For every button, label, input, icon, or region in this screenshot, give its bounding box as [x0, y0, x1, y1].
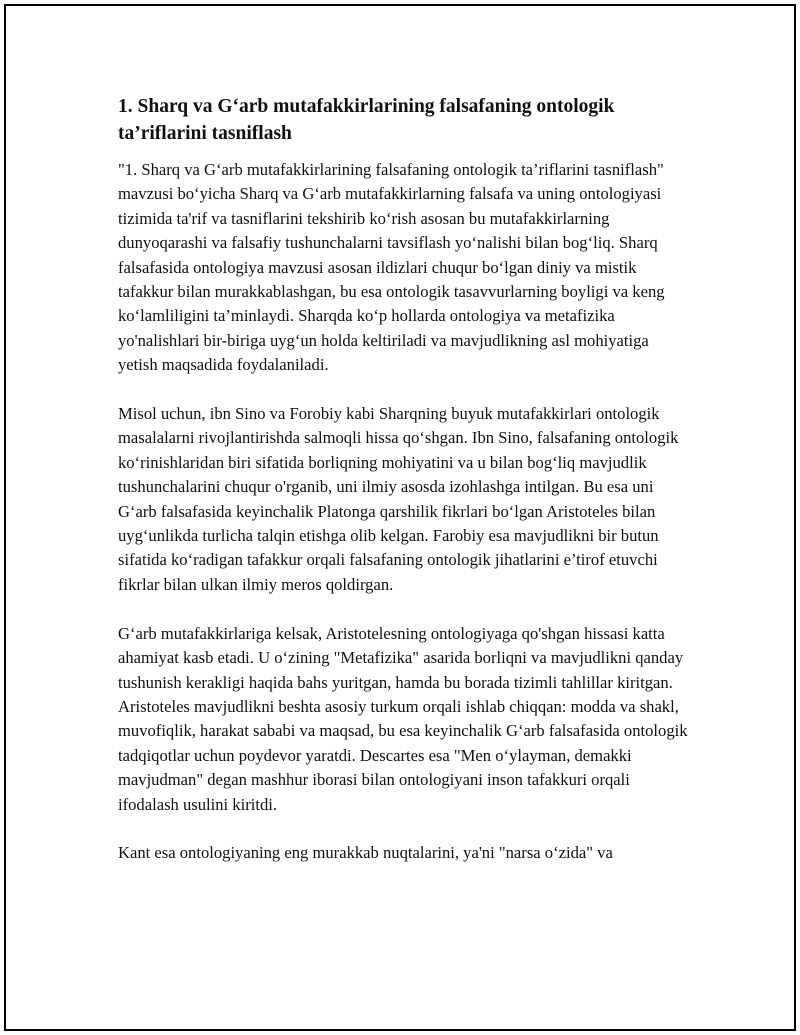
section-heading: 1. Sharq va G‘arb mutafakkirlarining falsafaning ontologik ta’riflarini tasniflash — [118, 96, 615, 144]
paragraph-3: G‘arb mutafakkirlariga kelsak, Aristotelesning ontologiyaga qo'shgan hissasi katta ahamiyat kasb etadi. U o‘zining "Metafizika" asarida borliqni va mavjudlikni qanday tushunish kerakligi haqida bahs yuritgan, hamda bu borada tizimli tahlillar kiritgan. Aristoteles mavjudlikni beshta asosiy turkum orqali ishlab chiqqan: modda va shakl, muvofiqlik, harakat sababi va maqsad, bu esa keyinchalik G‘arb falsafasida ontologik tadqiqotlar uchun poydevor yaratdi. Descartes esa "Men o‘ylayman, demakki mavjudman" degan mashhur iborasi bilan ontologiyani inson tafakkuri orqali ifodalash usulini kiritdi. — [118, 623, 688, 814]
paragraph-4: Kant esa ontologiyaning eng murakkab nuqtalarini, ya'ni "narsa o‘zida" va — [118, 843, 613, 863]
paragraph-2: Misol uchun, ibn Sino va Forobiy kabi Sharqning buyuk mutafakkirlari ontologik masalalarni rivojlantirishda salmoqli hissa qo‘shgan. Ibn Sino, falsafaning ontologik ko‘rinishlaridan biri sifatida borliqning mohiyatini va u bilan bog‘liq mavjudlik tushunchalarini chuqur o'rganib, uni ilmiy asosda izohlashga intilgan. Bu esa uni G‘arb falsafasida keyinchalik Platonga qarshilik fikrlari bo‘lgan Aristoteles bilan uyg‘unlikda turlicha talqin etishga olib kelgan. Farobiy esa mavjudlikni bir butun sifatida ko‘radigan tafakkur orqali falsafaning ontologik jihatlarini e’tirof etuvchi fikrlar bilan ulkan ilmiy meros qoldirgan. — [118, 404, 679, 594]
document-body — [118, 93, 690, 890]
paragraph-1: "1. Sharq va G‘arb mutafakkirlarining falsafaning ontologik ta’riflarini tasniflash" mavzusi bo‘yicha Sharq va G‘arb mutafakkirlarning falsafa va uning ontologiyasi tizimida ta'rif va tasniflarini tekshirib ko‘rish asosan bu mutafakkirlarning dunyoqarashi va falsafiy tushunchalarni tavsiflash yo‘nalishi bilan bog‘liq. Sharq falsafasida ontologiya mavzusi asosan ildizlari chuqur bo‘lgan diniy va mistik tafakkur bilan murakkablashgan, bu esa ontologik tasavvurlarning boyligi va keng ko‘lamliligini ta’minlaydi. Sharqda ko‘p hollarda ontologiya va metafizika yo'nalishlari bir-biriga uyg‘un holda keltiriladi va mavjudlikning asl mohiyatiga yetish maqsadida foydalaniladi. — [118, 160, 665, 375]
